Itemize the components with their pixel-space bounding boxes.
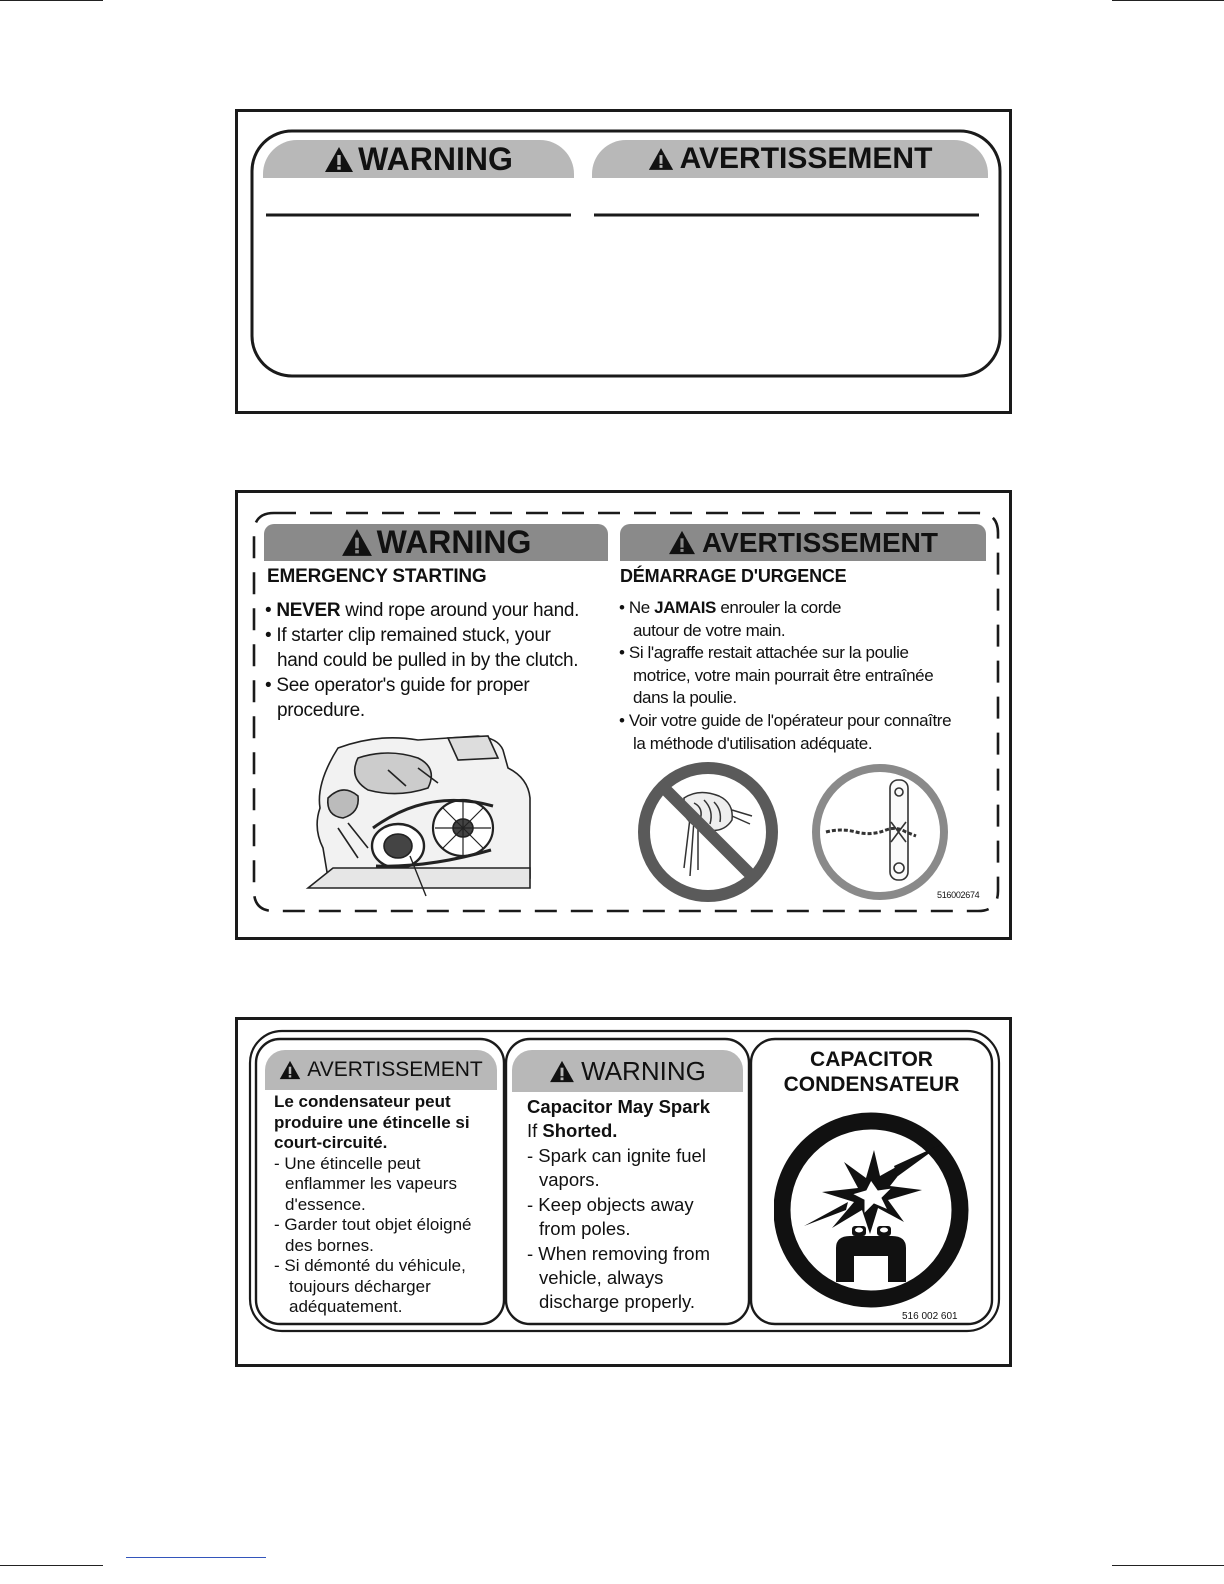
- label-1-warning-banner: [263, 140, 574, 178]
- en-bold-2b: Shorted.: [542, 1120, 618, 1141]
- bullet-text: Si l'agraffe restait attachée sur la poulie: [628, 643, 909, 662]
- bullet-fr-1: [619, 597, 841, 620]
- warning-text: WARNING: [581, 1055, 706, 1086]
- label-2-part-number: 516002674: [937, 890, 980, 900]
- fr-line-1: - Une étincelle peut: [274, 1154, 421, 1173]
- bullet-fr-2-cont: motrice, votre main pourrait être entraînée: [633, 666, 934, 685]
- bullet-en-3: [265, 673, 529, 698]
- fr-line-3: d'essence.: [285, 1195, 366, 1214]
- bullet-glyph: •: [265, 625, 272, 646]
- fr-bold-2: produire une étincelle si: [274, 1113, 470, 1132]
- fr-line-7: toujours décharger: [289, 1277, 431, 1296]
- bullet-fr-2: [619, 642, 909, 665]
- heading-demarrage-urgence: DÉMARRAGE D'URGENCE: [620, 566, 847, 586]
- capacitor-title-fr: CONDENSATEUR: [783, 1073, 960, 1096]
- en-line-5: - When removing from: [527, 1243, 710, 1264]
- en-bold-2: [527, 1119, 617, 1144]
- en-bold-2a: If: [527, 1120, 543, 1141]
- fr-line-8: adéquatement.: [289, 1297, 403, 1316]
- label-2-frame: [235, 490, 1012, 940]
- bullet-text: See operator's guide for proper: [276, 675, 530, 696]
- en-bold-1: Capacitor May Spark: [527, 1096, 711, 1117]
- bullet-fr-1-cont: autour de votre main.: [633, 621, 786, 640]
- bullet-fr-2-cont2: dans la poulie.: [633, 688, 737, 707]
- bullet-glyph: •: [619, 711, 625, 730]
- bullet-en-1: [265, 598, 579, 623]
- en-line-7: discharge properly.: [539, 1291, 695, 1312]
- crop-mark-top-left: [0, 0, 103, 1]
- bullet-en-3-cont: procedure.: [277, 700, 365, 721]
- warning-triangle-icon: [324, 146, 354, 173]
- starter-clip-correct-icon: [806, 758, 954, 906]
- prohibited-hand-wrap-icon: [634, 758, 782, 906]
- bullet-text: Voir votre guide de l'opérateur pour connaître: [628, 711, 952, 730]
- label-2-warning-banner: [264, 524, 608, 561]
- en-line-2: vapors.: [539, 1169, 600, 1190]
- capacitor-spark-icon: [774, 1110, 974, 1310]
- en-line-1: - Spark can ignite fuel: [527, 1145, 706, 1166]
- bullet-text: wind rope around your hand.: [340, 600, 580, 621]
- engine-clutch-illustration: [298, 728, 538, 898]
- label-3-part-number: 516 002 601: [902, 1311, 958, 1322]
- warning-triangle-icon: [279, 1060, 301, 1080]
- fr-line-4: - Garder tout objet éloigné: [274, 1215, 472, 1234]
- en-line-3: - Keep objects away: [527, 1194, 694, 1215]
- label-1-frame: [235, 109, 1012, 414]
- bullet-text: enrouler la corde: [716, 598, 842, 617]
- en-line-4: from poles.: [539, 1218, 631, 1239]
- label-2-avertissement-banner: [620, 524, 986, 561]
- fr-line-5: des bornes.: [285, 1236, 374, 1255]
- warning-triangle-icon: [668, 530, 696, 555]
- label-3-warning-banner: [512, 1050, 743, 1092]
- label-1-avertissement-banner: [592, 140, 988, 178]
- bullet-bold: NEVER: [276, 600, 341, 621]
- capacitor-title-en: CAPACITOR: [810, 1048, 933, 1071]
- crop-mark-bottom-right: [1112, 1565, 1224, 1566]
- fr-bold-1: Le condensateur peut: [274, 1092, 451, 1111]
- label-3-frame: [235, 1017, 1012, 1367]
- warning-text: WARNING: [376, 524, 532, 560]
- avertissement-text: AVERTISSEMENT: [679, 142, 933, 175]
- bullet-en-2-cont: hand could be pulled in by the clutch.: [277, 650, 579, 671]
- avertissement-text: AVERTISSEMENT: [702, 526, 938, 558]
- fr-line-2: enflammer les vapeurs: [285, 1174, 457, 1193]
- fr-line-6: - Si démonté du véhicule,: [274, 1256, 466, 1275]
- bullet-fr-3-cont: la méthode d'utilisation adéquate.: [633, 734, 873, 753]
- bullet-pre: Ne: [628, 598, 655, 617]
- bullet-glyph: •: [265, 675, 272, 696]
- heading-emergency-starting: EMERGENCY STARTING: [267, 566, 487, 587]
- bullet-text: If starter clip remained stuck, your: [276, 625, 551, 646]
- bullet-glyph: •: [619, 643, 625, 662]
- fr-bold-3: court-circuité.: [274, 1133, 388, 1152]
- warning-triangle-icon: [648, 147, 674, 171]
- bullet-glyph: •: [265, 600, 272, 621]
- avertissement-text: AVERTISSEMENT: [307, 1058, 483, 1081]
- label-3-avertissement-banner: [265, 1050, 497, 1090]
- warning-triangle-icon: [549, 1060, 575, 1083]
- crop-mark-bottom-left: [0, 1565, 103, 1566]
- crop-mark-top-right: [1112, 0, 1224, 1]
- warning-text: WARNING: [358, 140, 513, 177]
- warning-triangle-icon: [341, 528, 373, 557]
- en-line-6: vehicle, always: [539, 1267, 664, 1288]
- bullet-bold: JAMAIS: [654, 598, 716, 617]
- bullet-en-2: [265, 623, 551, 648]
- bullet-glyph: •: [619, 598, 625, 617]
- footer-link-line: [126, 1557, 266, 1558]
- bullet-fr-3: [619, 710, 951, 733]
